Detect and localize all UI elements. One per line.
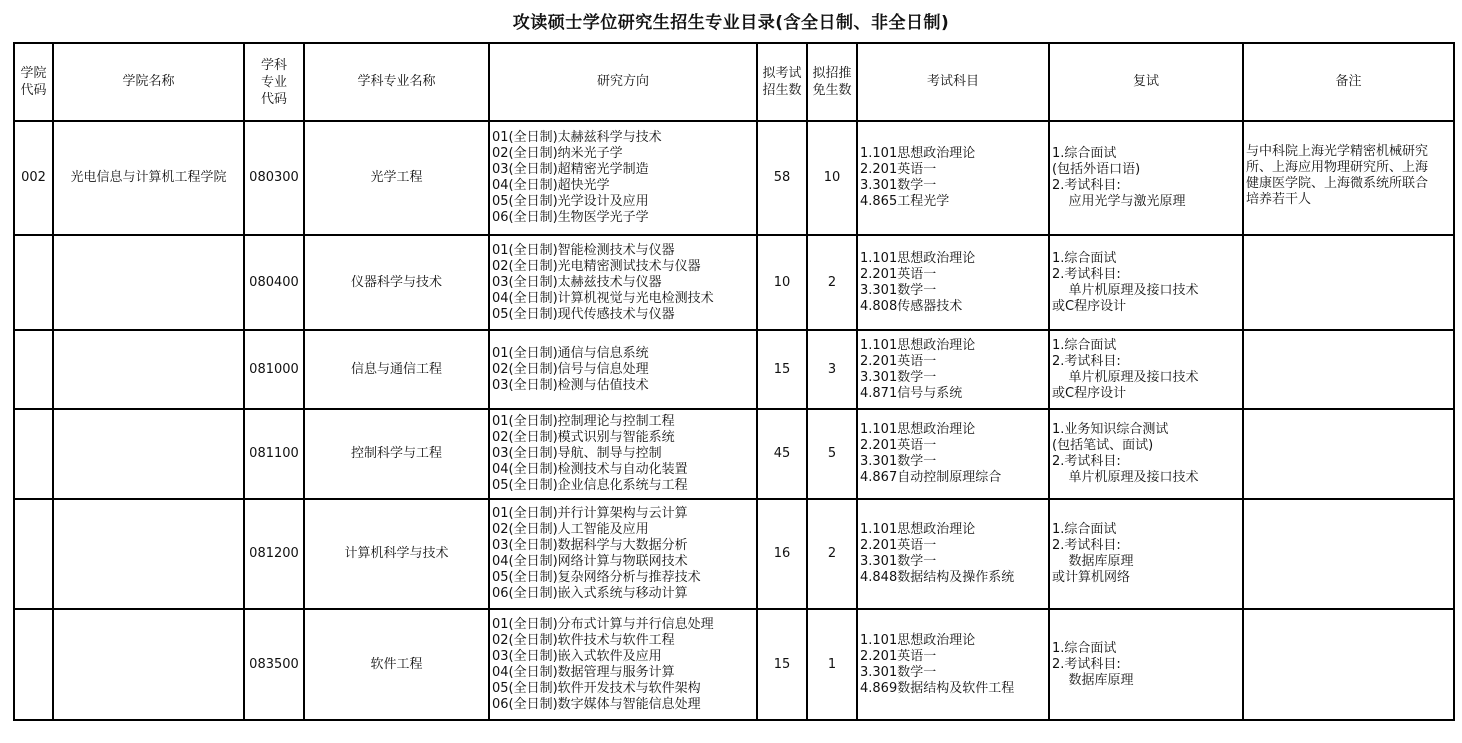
retest-cell-line: 1.业务知识综合测试 [1052,422,1169,437]
retest-cell-line: 数据库原理 [1052,554,1134,569]
research-directions-cell-line: 04(全日制)超快光学 [492,178,610,193]
retest-cell-line: 或C程序设计 [1052,298,1127,314]
table-row [14,235,1454,330]
college-code-cell [14,499,53,609]
exam-subjects-cell-line: 4.808传感器技术 [860,298,963,314]
research-directions-cell-line: 05(全日制)光学设计及应用 [492,194,649,209]
major-code-cell: 080300 [244,121,304,235]
research-directions-cell-line: 02(全日制)模式识别与智能系统 [492,430,675,445]
exam-subjects-cell-line: 1.101思想政治理论 [860,522,976,537]
retest-cell-line: 2.考试科目: [1052,178,1121,193]
exam-subjects-cell-line: 2.201英语一 [860,162,937,177]
retest-cell [1049,409,1243,499]
exam-subjects-cell-line: 1.101思想政治理论 [860,146,976,161]
remarks-cell-line: 健康医学院、上海微系统所联合 [1246,176,1429,191]
retest-cell-line: 或计算机网络 [1052,570,1131,585]
table-row [14,499,1454,609]
page-title: 攻读硕士学位研究生招生专业目录(含全日制、非全日制) [512,13,950,33]
exam-quota-cell: 58 [757,121,807,235]
research-directions-cell-line: 02(全日制)软件技术与软件工程 [492,632,675,648]
header-row [14,43,1454,121]
major-code-cell: 081000 [244,330,304,409]
retest-cell-line: 1.综合面试 [1052,146,1117,161]
table-body [14,121,1454,720]
exam-subjects-cell [857,409,1049,499]
research-directions-cell-line: 03(全日制)嵌入式软件及应用 [492,648,662,664]
major-name-cell: 光学工程 [304,121,489,235]
exam-subjects-cell-line: 3.301数学一 [860,454,937,469]
retest-cell-line: 单片机原理及接口技术 [1052,282,1199,298]
college-name-cell [53,235,244,330]
research-directions-cell-line: 04(全日制)计算机视觉与光电检测技术 [492,290,714,306]
remarks-cell [1243,121,1454,235]
college-name-cell: 光电信息与计算机工程学院 [53,121,244,235]
retest-cell-line: 2.考试科目: [1052,656,1121,672]
exam-subjects-cell-line: 2.201英语一 [860,648,937,664]
research-directions-cell-line: 03(全日制)数据科学与大数据分析 [492,538,688,553]
research-directions-cell [489,121,757,235]
retest-cell-line: 单片机原理及接口技术 [1052,369,1199,385]
header-major-code: 学科专业代码 [244,43,304,121]
research-directions-cell [489,499,757,609]
retest-cell [1049,121,1243,235]
remarks-cell-line: 培养若干人 [1246,192,1312,207]
college-code-cell: 002 [14,121,53,235]
exempt-quota-cell: 5 [807,409,857,499]
research-directions-cell-line: 02(全日制)光电精密测试技术与仪器 [492,258,701,274]
table-row [14,409,1454,499]
remarks-cell [1243,235,1454,330]
research-directions-cell-line: 04(全日制)检测技术与自动化装置 [492,462,688,477]
research-directions-cell-line: 06(全日制)生物医学光子学 [492,210,649,225]
college-code-cell [14,409,53,499]
research-directions-cell-line: 01(全日制)智能检测技术与仪器 [492,242,675,258]
exam-quota-cell: 15 [757,609,807,720]
exam-subjects-cell [857,235,1049,330]
major-code-cell: 083500 [244,609,304,720]
exam-subjects-cell-line: 2.201英语一 [860,538,937,553]
research-directions-cell-line: 05(全日制)企业信息化系统与工程 [492,478,688,493]
research-directions-cell [489,609,757,720]
college-name-cell [53,609,244,720]
retest-cell [1049,330,1243,409]
research-directions-cell-line: 01(全日制)控制理论与控制工程 [492,414,675,429]
research-directions-cell-line: 03(全日制)超精密光学制造 [492,162,649,177]
college-name-cell [53,330,244,409]
research-directions-cell-line: 03(全日制)检测与估值技术 [492,377,649,393]
exam-subjects-cell-line: 3.301数学一 [860,554,937,569]
exempt-quota-cell: 3 [807,330,857,409]
exam-subjects-cell [857,121,1049,235]
research-directions-cell-line: 05(全日制)复杂网络分析与推荐技术 [492,570,701,585]
exam-subjects-cell-line: 3.301数学一 [860,282,937,298]
major-name-cell: 计算机科学与技术 [304,499,489,609]
exam-subjects-cell-line: 2.201英语一 [860,266,937,282]
exam-subjects-cell [857,499,1049,609]
major-code-cell: 081100 [244,409,304,499]
exam-subjects-cell-line: 4.867自动控制原理综合 [860,470,1002,485]
exam-quota-cell: 16 [757,499,807,609]
research-directions-cell-line: 05(全日制)软件开发技术与软件架构 [492,680,701,696]
exam-subjects-cell-line: 4.865工程光学 [860,194,950,209]
research-directions-cell-line: 04(全日制)网络计算与物联网技术 [492,554,688,569]
program-catalog-table [13,42,1455,721]
major-name-cell: 信息与通信工程 [304,330,489,409]
exam-subjects-cell-line: 3.301数学一 [860,369,937,385]
table-row [14,609,1454,720]
header-exam-subjects: 考试科目 [857,43,1049,121]
research-directions-cell-line: 06(全日制)数字媒体与智能信息处理 [492,696,701,712]
header-planned-exempt-quota: 拟招推免生数 [807,43,857,121]
exam-subjects-cell-line: 3.301数学一 [860,178,937,193]
retest-cell-line: 数据库原理 [1052,672,1134,688]
research-directions-cell [489,409,757,499]
exam-subjects-cell-line: 1.101思想政治理论 [860,337,976,353]
header-retest: 复试 [1049,43,1243,121]
retest-cell-line: (包括笔试、面试) [1052,438,1154,453]
retest-cell [1049,235,1243,330]
college-code-cell [14,235,53,330]
remarks-cell [1243,409,1454,499]
exam-quota-cell: 10 [757,235,807,330]
research-directions-cell [489,330,757,409]
research-directions-cell-line: 06(全日制)嵌入式系统与移动计算 [492,586,688,601]
exam-subjects-cell-line: 4.848数据结构及操作系统 [860,570,1015,585]
retest-cell-line: 1.综合面试 [1052,522,1117,537]
header-planned-exam-quota: 拟考试招生数 [757,43,807,121]
header-remarks: 备注 [1243,43,1454,121]
research-directions-cell-line: 04(全日制)数据管理与服务计算 [492,664,675,680]
major-code-cell: 081200 [244,499,304,609]
exempt-quota-cell: 10 [807,121,857,235]
college-code-cell [14,609,53,720]
research-directions-cell-line: 01(全日制)通信与信息系统 [492,345,649,361]
college-name-cell [53,499,244,609]
remarks-cell [1243,499,1454,609]
exam-subjects-cell-line: 1.101思想政治理论 [860,250,976,266]
exempt-quota-cell: 1 [807,609,857,720]
college-code-cell [14,330,53,409]
major-name-cell: 仪器科学与技术 [304,235,489,330]
research-directions-cell-line: 03(全日制)太赫兹技术与仪器 [492,274,662,290]
research-directions-cell-line: 02(全日制)纳米光子学 [492,146,623,161]
retest-cell-line: 应用光学与激光原理 [1052,194,1186,209]
remarks-cell [1243,330,1454,409]
table-row [14,121,1454,235]
research-directions-cell-line: 02(全日制)信号与信息处理 [492,361,649,377]
exempt-quota-cell: 2 [807,235,857,330]
exempt-quota-cell: 2 [807,499,857,609]
header-college-code: 学院代码 [14,43,53,121]
retest-cell [1049,609,1243,720]
exam-quota-cell: 15 [757,330,807,409]
exam-subjects-cell-line: 4.871信号与系统 [860,385,963,401]
exam-subjects-cell-line: 1.101思想政治理论 [860,422,976,437]
retest-cell-line: 2.考试科目: [1052,538,1121,553]
major-name-cell: 控制科学与工程 [304,409,489,499]
retest-cell-line: 单片机原理及接口技术 [1052,470,1199,485]
major-name-cell: 软件工程 [304,609,489,720]
exam-subjects-cell [857,330,1049,409]
table-row [14,330,1454,409]
retest-cell-line: 1.综合面试 [1052,640,1117,656]
college-name-cell [53,409,244,499]
retest-cell-line: (包括外语口语) [1052,162,1141,177]
major-code-cell: 080400 [244,235,304,330]
research-directions-cell-line: 01(全日制)并行计算架构与云计算 [492,506,688,521]
retest-cell-line: 2.考试科目: [1052,266,1121,282]
research-directions-cell-line: 01(全日制)分布式计算与并行信息处理 [492,616,714,632]
research-directions-cell-line: 05(全日制)现代传感技术与仪器 [492,306,675,322]
research-directions-cell [489,235,757,330]
retest-cell-line: 2.考试科目: [1052,353,1121,369]
header-college-name: 学院名称 [53,43,244,121]
remarks-cell [1243,609,1454,720]
retest-cell-line: 2.考试科目: [1052,454,1121,469]
research-directions-cell-line: 02(全日制)人工智能及应用 [492,522,649,537]
research-directions-cell-line: 01(全日制)太赫兹科学与技术 [492,130,662,145]
retest-cell-line: 1.综合面试 [1052,337,1117,353]
remarks-cell-line: 所、上海应用物理研究所、上海 [1246,160,1429,175]
retest-cell-line: 或C程序设计 [1052,385,1127,401]
exam-subjects-cell-line: 4.869数据结构及软件工程 [860,680,1015,696]
exam-quota-cell: 45 [757,409,807,499]
exam-subjects-cell-line: 2.201英语一 [860,438,937,453]
header-major-name: 学科专业名称 [304,43,489,121]
exam-subjects-cell-line: 1.101思想政治理论 [860,632,976,648]
exam-subjects-cell [857,609,1049,720]
exam-subjects-cell-line: 2.201英语一 [860,353,937,369]
header-research-directions: 研究方向 [489,43,757,121]
retest-cell-line: 1.综合面试 [1052,250,1117,266]
exam-subjects-cell-line: 3.301数学一 [860,664,937,680]
remarks-cell-line: 与中科院上海光学精密机械研究 [1246,144,1429,159]
research-directions-cell-line: 03(全日制)导航、制导与控制 [492,446,662,461]
retest-cell [1049,499,1243,609]
